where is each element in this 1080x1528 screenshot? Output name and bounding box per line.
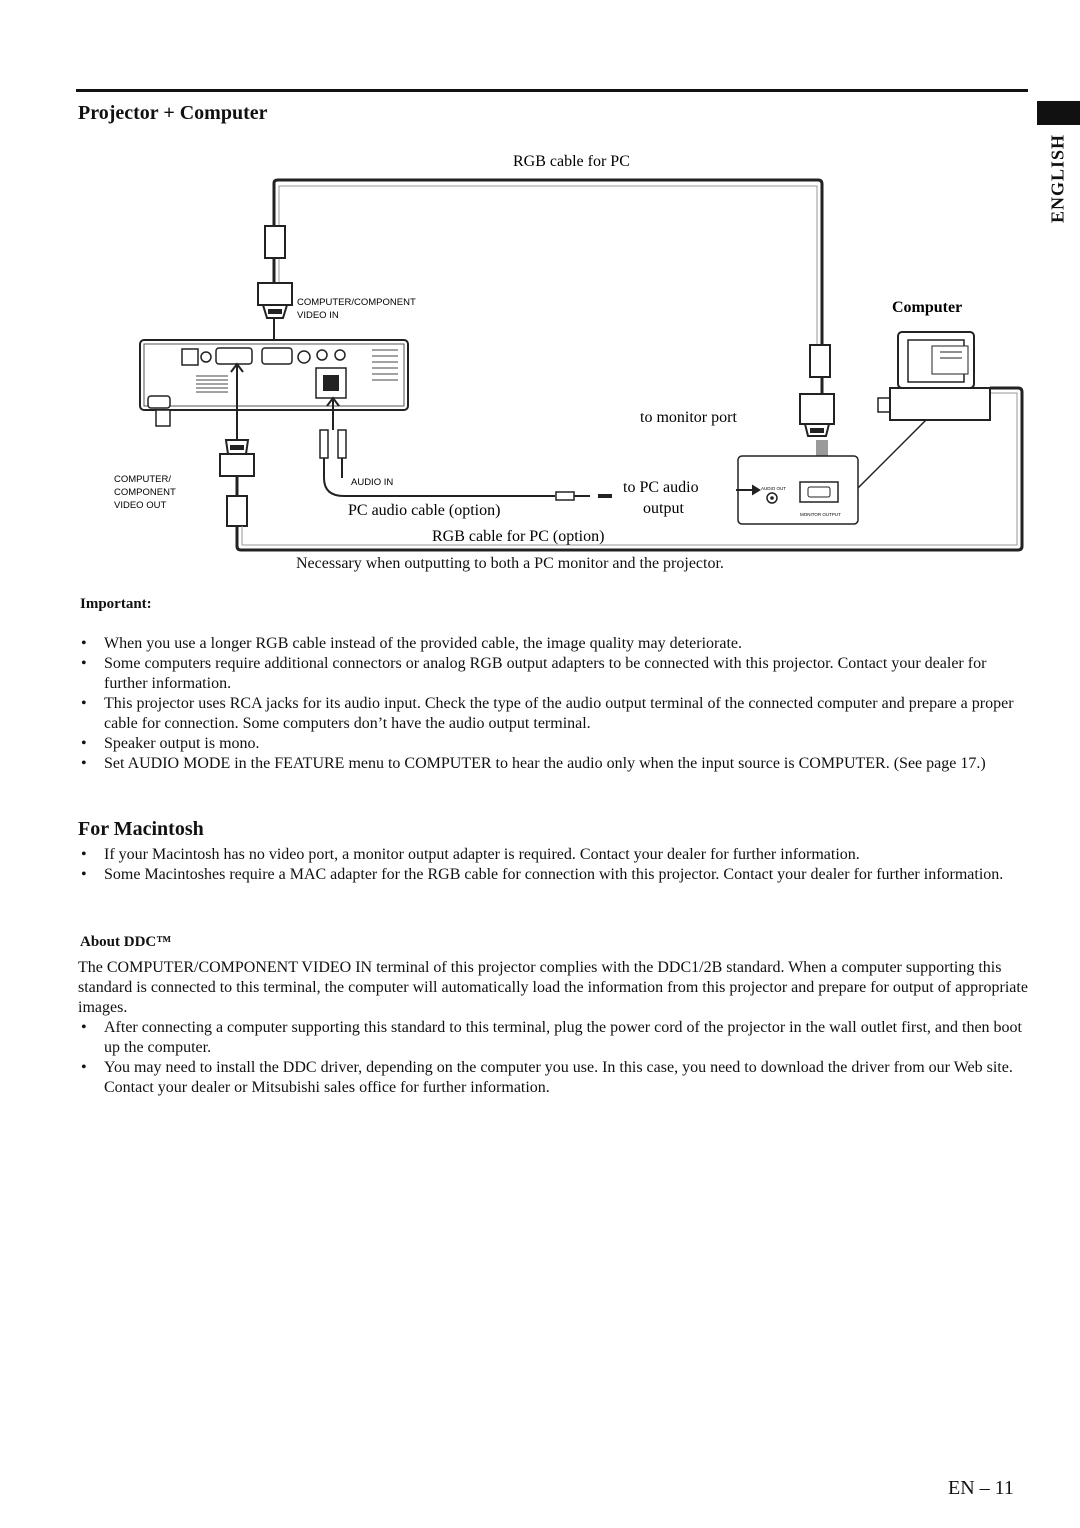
connection-diagram [0, 0, 1080, 600]
label-computer-out: COMPUTER/ [114, 474, 171, 485]
list-item: • Set AUDIO MODE in the FEATURE menu to COMPUTER to hear the audio only when the input source is COMPUTER. (See page 17.) [78, 754, 1030, 774]
label-computer: Computer [892, 299, 963, 316]
vga-plug-projector-out [220, 440, 254, 526]
computer-illustration [878, 332, 990, 420]
list-item: • After connecting a computer supporting this standard to this terminal, plug the power cord of the projector in the wall outlet first, and then boot up the computer. [78, 1018, 1030, 1058]
rgb-cable [274, 180, 822, 345]
label-component-out: COMPONENT [114, 487, 176, 498]
label-audio-out-small: AUDIO OUT [761, 486, 787, 491]
label-to-monitor-port: to monitor port [640, 409, 737, 426]
label-audio-in: AUDIO IN [351, 477, 394, 488]
macintosh-list [78, 845, 1030, 885]
label-video-out: VIDEO OUT [114, 500, 167, 511]
label-video-in: VIDEO IN [297, 310, 339, 321]
list-item: • When you use a longer RGB cable instead of the provided cable, the image quality may deteriorate. [78, 634, 1030, 654]
section-title-macintosh: For Macintosh [78, 818, 204, 840]
ddc-list [78, 1018, 1030, 1098]
diagram-caption: Necessary when outputting to both a PC monitor and the projector. [296, 555, 724, 572]
ferrite-core-projector [265, 226, 285, 258]
label-to-pc-audio: to PC audio [623, 479, 699, 496]
page-number: EN – 11 [948, 1477, 1014, 1499]
list-item: • If your Macintosh has no video port, a monitor output adapter is required. Contact your dealer for further information. [78, 845, 1030, 865]
language-tab-label: ENGLISH [1047, 133, 1068, 223]
list-item: • Some computers require additional connectors or analog RGB output adapters to be connected with this projector. Contact your dealer for further information. [78, 654, 1030, 694]
projector-rear-panel [140, 340, 408, 426]
label-rgb-cable-option: RGB cable for PC (option) [432, 528, 605, 545]
rca-plugs-audio-in [320, 430, 612, 500]
section-title-projector-computer: Projector + Computer [78, 102, 268, 124]
label-computer-component-in: COMPUTER/COMPONENT [297, 297, 416, 308]
label-rgb-cable: RGB cable for PC [513, 153, 630, 170]
label-output: output [643, 500, 684, 517]
list-item: • Some Macintoshes require a MAC adapter for the RGB cable for connection with this projector. Contact your dealer for further information. [78, 865, 1030, 885]
ferrite-core-computer [810, 345, 830, 377]
ddc-paragraph: The COMPUTER/COMPONENT VIDEO IN terminal of this projector complies with the DDC1/2B standard. When a computer supporting this standard is connected to this terminal, the computer will automatically load the information from this projector and prepare for output of appropriate images. [78, 959, 1028, 1016]
ddc-heading: About DDC™ [80, 934, 172, 950]
important-list [78, 634, 1030, 774]
list-item: • Speaker output is mono. [78, 734, 1030, 754]
vga-plug-computer [800, 377, 834, 436]
vga-plug-projector-in [258, 258, 292, 318]
label-pc-audio-cable: PC audio cable (option) [348, 502, 501, 519]
label-monitor-output-small: MONITOR OUTPUT [800, 512, 841, 517]
important-heading: Important: [80, 596, 152, 612]
list-item: • You may need to install the DDC driver, depending on the computer you use. In this case, you need to download the driver from our Web site. Contact your dealer or Mitsubishi sales office for further information. [78, 1058, 1030, 1098]
list-item: • This projector uses RCA jacks for its audio input. Check the type of the audio output terminal of the connected computer and prepare a proper cable for connection. Some computers don’t have the audio output terminal. [78, 694, 1030, 734]
